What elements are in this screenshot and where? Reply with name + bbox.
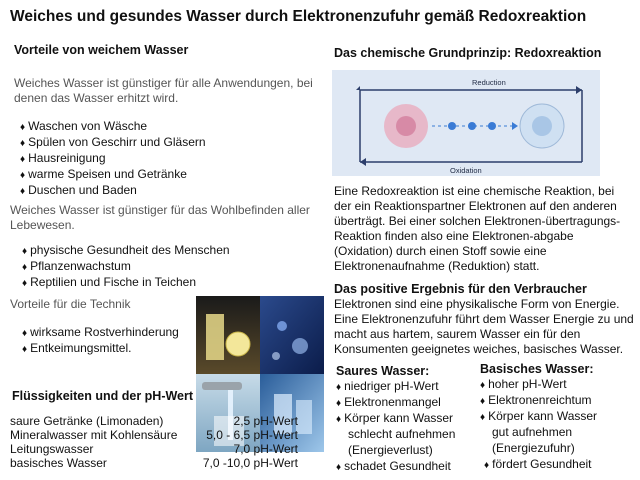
list-item: ♦ fördert Gesundheit [480, 457, 597, 473]
heading-basisches-wasser: Basisches Wasser: [480, 362, 594, 376]
list-item: ♦ schadet Gesundheit [336, 459, 455, 475]
intro-wohlbefinden: Weiches Wasser ist günstiger für das Wohlbefinden aller Lebewesen. [10, 203, 310, 232]
list-anwendungen [20, 119, 206, 199]
list-lebewesen [22, 243, 230, 291]
ph-name: Leitungswasser [10, 442, 94, 456]
list-saures-wasser [336, 379, 455, 475]
list-item: ♦ Duschen und Baden [20, 183, 206, 199]
ph-name: saure Getränke (Limonaden) [10, 414, 164, 428]
list-technik [22, 325, 179, 357]
list-item: ♦ Elektronenmangel [336, 395, 455, 411]
list-item: ♦ niedriger pH-Wert [336, 379, 455, 395]
list-item: ♦ Körper kann Wasser [480, 409, 597, 425]
list-item: ♦ Spülen von Geschirr und Gläsern [20, 135, 206, 151]
table-row [10, 456, 298, 470]
heading-ergebnis: Das positive Ergebnis für den Verbraucher [334, 282, 587, 296]
heading-redox: Das chemische Grundprinzip: Redoxreaktion [334, 46, 602, 60]
oxidation-label: Oxidation [450, 166, 482, 175]
heading-ph: Flüssigkeiten und der pH-Wert [12, 389, 194, 403]
ph-value: 5,0 - 6,5 pH-Wert [206, 428, 298, 442]
list-item: ♦ Körper kann Wasser [336, 411, 455, 427]
ph-value: 7,0 -10,0 pH-Wert [202, 456, 298, 470]
list-item: ♦ Entkeimungsmittel. [22, 341, 179, 357]
redox-diagram [332, 70, 600, 176]
table-row [10, 442, 298, 456]
reduction-label: Reduction [472, 78, 506, 87]
list-item: ♦ Hausreinigung [20, 151, 206, 167]
heading-saures-wasser: Saures Wasser: [336, 364, 430, 378]
ph-value: 2,5 pH-Wert [233, 414, 298, 428]
list-item: ♦ Elektronenreichtum [480, 393, 597, 409]
list-item: schlecht aufnehmen [348, 427, 456, 441]
list-item: ♦ warme Speisen und Getränke [20, 167, 206, 183]
ph-table [10, 414, 298, 470]
heading-vorteile: Vorteile von weichem Wasser [14, 43, 189, 57]
heading-technik: Vorteile für die Technik [10, 297, 131, 311]
list-item: gut aufnehmen [492, 425, 573, 439]
list-item: ♦ hoher pH-Wert [480, 377, 597, 393]
page-title: Weiches und gesundes Wasser durch Elektronenzufuhr gemäß Redoxreaktion [10, 8, 587, 25]
list-basisches-wasser [480, 377, 597, 473]
list-item: (Energiezufuhr) [492, 441, 575, 455]
ergebnis-paragraph: Elektronen sind eine physikalische Form von Energie. Eine Elektronenzufuhr führt dem Wasser Energie zu und macht aus hartem, saurem Wasser ein für den Konsumenten geeignetes weiches, basisches Wasser. [334, 297, 634, 356]
list-item: ♦ Reptilien und Fische in Teichen [22, 275, 230, 291]
list-item: (Energieverlust) [348, 443, 433, 457]
list-item: ♦ physische Gesundheit des Menschen [22, 243, 230, 259]
intro-erhitzt: Weiches Wasser ist günstiger für alle Anwendungen, bei denen das Wasser erhitzt wird. [14, 76, 313, 105]
table-row [10, 414, 298, 428]
table-row [10, 428, 298, 442]
list-item: ♦ Pflanzenwachstum [22, 259, 230, 275]
list-item: ♦ Waschen von Wäsche [20, 119, 206, 135]
ph-name: basisches Wasser [10, 456, 107, 470]
ph-value: 7,0 pH-Wert [233, 442, 298, 456]
ph-name: Mineralwasser mit Kohlensäure [10, 428, 178, 442]
list-item: ♦ wirksame Rostverhinderung [22, 325, 179, 341]
redox-paragraph: Eine Redoxreaktion ist eine chemische Reaktion, bei der ein Reaktionspartner Elektronen auf den anderen überträgt. Bei einer solchen Elektronen-übertragungs-Reaktion finden also eine Elektronen-abgabe (Oxidation) durch einen Stoff sowie eine Elektronenaufnahme (Reduktion) statt. [334, 184, 621, 273]
